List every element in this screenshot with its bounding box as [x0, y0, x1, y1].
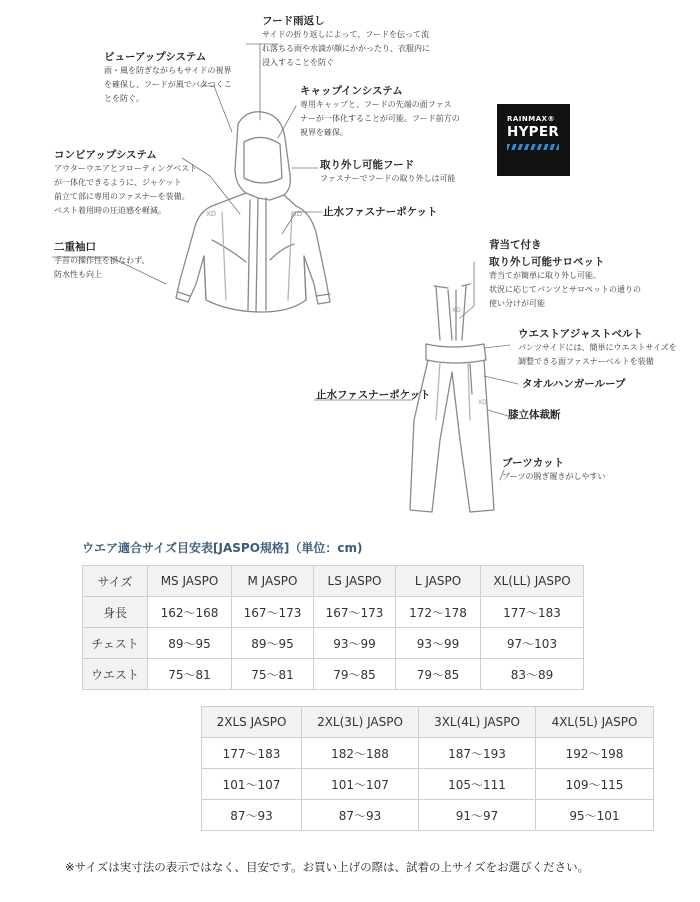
annotation-combi-up [54, 148, 197, 218]
annotation-text: サイドの折り返しによって、フードを伝って流 [262, 30, 430, 39]
table-cell: 93〜99 [396, 628, 481, 659]
annotation-title: コンビアップシステム [54, 149, 157, 161]
annotation-text: ファスナーでフードの取り外しは可能 [320, 174, 456, 183]
annotation-text: 防水性も向上 [54, 270, 102, 279]
annotation-text: 雨・風を防ぎながらもサイドの視界 [104, 66, 232, 75]
annotation-text: アウターウエアとフローティングベスト [54, 164, 198, 173]
table-header-row [83, 566, 584, 597]
row-label-height: 身長 [83, 597, 148, 628]
table-cell: 101〜107 [302, 769, 419, 800]
table-cell: 95〜101 [536, 800, 654, 831]
annotation-title: ビューアップシステム [104, 51, 207, 63]
annotation-text: パンツサイドには、簡単にウエストサイズを [518, 343, 677, 352]
svg-text:XD: XD [478, 399, 487, 406]
table-cell: 105〜111 [419, 769, 536, 800]
table-cell: 93〜99 [314, 628, 396, 659]
column-header: XL(LL) JASPO [481, 566, 584, 597]
badge-stripe [507, 144, 559, 150]
annotation-text: 手首の操作性を損なわず、 [54, 256, 150, 265]
annotation-text: ベスト着用時の圧迫感を軽減。 [54, 206, 166, 215]
badge-line2: HYPER [507, 124, 560, 140]
annotation-subtitle: 取り外し可能サロペット [489, 256, 605, 268]
table-cell: 167〜173 [314, 597, 396, 628]
table-cell: 177〜183 [481, 597, 584, 628]
annotation-title: ウエストアジャストベルト [518, 328, 644, 340]
row-label-waist: ウエスト [83, 659, 148, 690]
annotation-text: 調整できる面ファスナーベルトを装備 [518, 357, 654, 366]
column-header: M JASPO [232, 566, 314, 597]
annotation-title: 二重袖口 [54, 241, 96, 253]
annotation-text: 状況に応じてパンツとサロペットの通りの [489, 285, 641, 294]
table-cell: 75〜81 [148, 659, 232, 690]
column-header: MS JASPO [148, 566, 232, 597]
table-cell: 101〜107 [202, 769, 302, 800]
annotation-hood-fold [262, 14, 430, 70]
annotation-title: フード雨返し [262, 15, 325, 27]
column-header: 2XLS JASPO [202, 707, 302, 738]
annotation-salopette [489, 238, 641, 311]
table-cell: 172〜178 [396, 597, 481, 628]
annotation-title: キャップインシステム [300, 85, 403, 97]
annotation-title: 膝立体裁断 [508, 409, 561, 421]
annotation-title: 止水ファスナーポケット [316, 389, 431, 401]
table-cell: 87〜93 [202, 800, 302, 831]
column-header: L JASPO [396, 566, 481, 597]
svg-text:XD: XD [292, 210, 303, 218]
column-header: 4XL(5L) JASPO [536, 707, 654, 738]
table-header-row [202, 707, 654, 738]
annotation-waist-belt [518, 327, 677, 369]
annotation-title: 背当て付き [489, 239, 542, 251]
annotation-text: 専用キャップと、フードの先端の面ファス [300, 100, 452, 109]
svg-text:XD: XD [452, 307, 461, 314]
table-row [202, 738, 654, 769]
table-cell: 97〜103 [481, 628, 584, 659]
annotation-title: ブーツカット [502, 457, 565, 469]
svg-text:XD: XD [206, 210, 217, 218]
annotation-text: 視界を確保。 [300, 128, 348, 137]
size-table-part1 [82, 565, 584, 690]
annotation-text: ナーが一体化することが可能。フード前方の [300, 114, 460, 123]
table-row [202, 769, 654, 800]
badge-line1: RAINMAX® [507, 115, 556, 123]
annotation-view-up [104, 50, 232, 106]
table-cell: 89〜95 [232, 628, 314, 659]
table-row [83, 659, 584, 690]
annotation-title: 止水ファスナーポケット [323, 206, 438, 218]
table-cell: 109〜115 [536, 769, 654, 800]
table-row [83, 597, 584, 628]
annotation-knee [508, 408, 561, 422]
table-cell: 162〜168 [148, 597, 232, 628]
annotation-text: 使い分けが可能 [489, 299, 545, 308]
table-cell: 83〜89 [481, 659, 584, 690]
annotation-detachable-hood [320, 158, 455, 186]
table-cell: 167〜173 [232, 597, 314, 628]
annotation-text: 前立て部に専用のファスナーを装備。 [54, 192, 190, 201]
table-cell: 182〜188 [302, 738, 419, 769]
row-label-chest: チェスト [83, 628, 148, 659]
annotation-text: を確保し、フードが風でバタつくこ [104, 80, 232, 89]
annotation-title: 取り外し可能フード [320, 159, 415, 171]
annotation-text: 背当てが簡単に取り外し可能。 [489, 271, 601, 280]
annotation-text: が一体化できるように、ジャケット [54, 178, 182, 187]
annotation-boots-cut [502, 456, 605, 484]
table-cell: 91〜97 [419, 800, 536, 831]
table-cell: 192〜198 [536, 738, 654, 769]
annotation-towel-loop [522, 377, 626, 391]
size-footnote: ※サイズは実寸法の表示ではなく、目安です。お買い上げの際は、試着の上サイズをお選びください。 [65, 860, 590, 874]
annotation-text: 浸入することを防ぐ [262, 58, 334, 67]
table-cell: 87〜93 [302, 800, 419, 831]
annotation-title: タオルハンガーループ [522, 378, 626, 390]
table-cell: 79〜85 [314, 659, 396, 690]
size-table-part2 [201, 706, 654, 831]
rainmax-hyper-logo [497, 104, 570, 176]
table-cell: 79〜85 [396, 659, 481, 690]
table-cell: 187〜193 [419, 738, 536, 769]
annotation-text: ブーツの脱ぎ履きがしやすい [502, 472, 606, 481]
annotation-pants-pocket [316, 388, 431, 402]
annotation-text: れ落ちる雨や水滴が顔にかかったり、衣服内に [262, 44, 430, 53]
table-cell: 177〜183 [202, 738, 302, 769]
column-header: LS JASPO [314, 566, 396, 597]
table-cell: 75〜81 [232, 659, 314, 690]
row-label-size: サイズ [83, 566, 148, 597]
annotation-text: とを防ぐ。 [104, 94, 144, 103]
annotation-double-cuff [54, 240, 149, 282]
column-header: 3XL(4L) JASPO [419, 707, 536, 738]
size-table-title: ウエア適合サイズ目安表[JASPO規格]（単位：cm) [82, 541, 363, 555]
annotation-jacket-pocket [323, 205, 438, 219]
table-cell: 89〜95 [148, 628, 232, 659]
table-row [83, 628, 584, 659]
column-header: 2XL(3L) JASPO [302, 707, 419, 738]
annotation-cap-in [300, 84, 460, 140]
table-row [202, 800, 654, 831]
